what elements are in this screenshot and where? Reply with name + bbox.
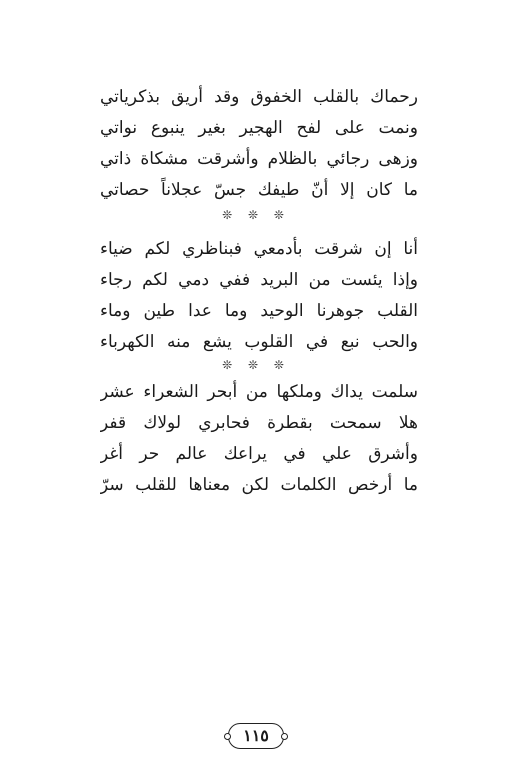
- verse-line: أنا إن شرقت بأدمعي فبناظري لكم ضياء: [100, 239, 418, 259]
- verse-line: وأشرق علي في يراعك عالم حر أغر: [100, 444, 418, 464]
- stanza-1: [100, 82, 418, 206]
- verse-line: ما أرخص الكلمات لكن معناها للقلب سرّ: [100, 475, 418, 495]
- verse-line: رحماك بالقلب الخفوق وقد أريق بذكرياتي: [100, 87, 418, 107]
- verse-line: وإذا يئست من البريد ففي دمي لكم رجاء: [100, 270, 418, 290]
- page-number: ١١٥: [228, 723, 284, 749]
- stanza-separator: ❊ ❊ ❊: [222, 208, 290, 222]
- verse-line: القلب جوهرنا الوحيد وما عدا طين وماء: [100, 301, 418, 321]
- stanza-separator: ❊ ❊ ❊: [222, 358, 290, 372]
- verse-line: هلا سمحت بقطرة فحابري لولاك قفر: [100, 413, 418, 433]
- verse-line: ما كان إلا أنّ طيفك جسّ عجلاناً حصاتي: [100, 180, 418, 200]
- verse-line: ونمت على لفح الهجير بغير ينبوع نواتي: [100, 118, 418, 138]
- stanza-3: [100, 377, 418, 501]
- verse-line: سلمت يداك وملكها من أبحر الشعراء عشر: [100, 382, 418, 402]
- verse-line: وزهى رجائي بالظلام وأشرقت مشكاة ذاتي: [100, 149, 418, 169]
- page-footer: [0, 723, 512, 749]
- verse-line: والحب نبع في القلوب يشع منه الكهرباء: [100, 332, 418, 352]
- stanza-2: [100, 234, 418, 358]
